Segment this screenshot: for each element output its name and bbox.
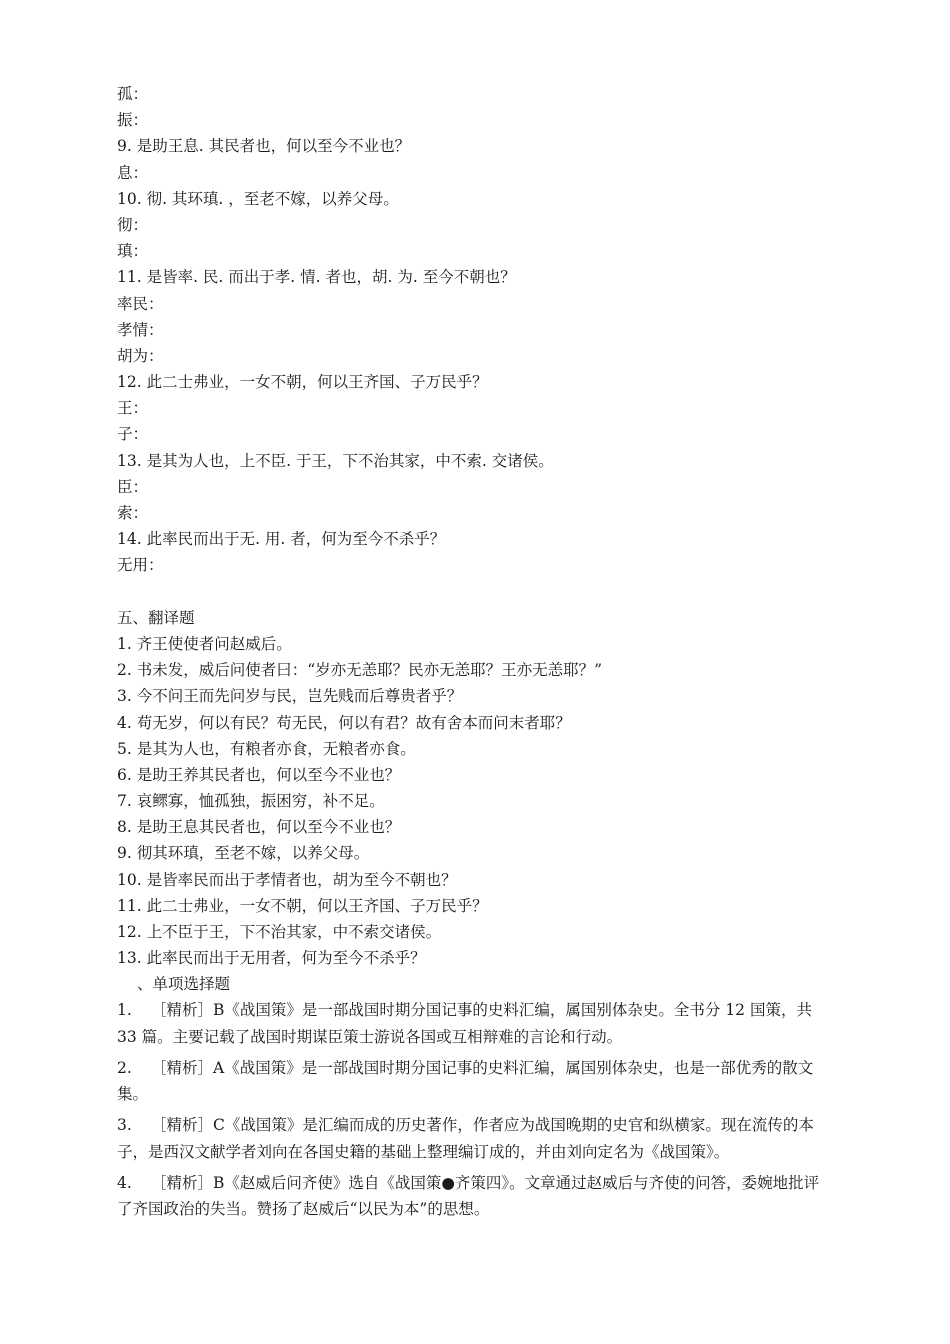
translation-item: 13. 此率民而出于无用者，何为至今不杀乎？ <box>117 949 426 968</box>
translation-item: 1. 齐王使使者问赵威后。 <box>117 634 292 653</box>
vocab-line: 9. 是助王息. 其民者也，何以至今不业也？ <box>117 137 411 156</box>
translation-item: 8. 是助王息其民者也，何以至今不业也？ <box>117 818 401 837</box>
answer-text: ［精析］A《战国策》是一部战国时期分国记事的史料汇编，属国别体杂史，也是一部优秀的散文集。 <box>117 1058 814 1103</box>
translation-item: 12. 上不臣于王，下不治其家，中不索交诸侯。 <box>117 923 442 941</box>
vocab-line: 息： <box>117 163 149 182</box>
vocab-line: 10. 彻. 其环瑱. ，至老不嫁，以养父母。 <box>117 189 399 208</box>
answer-text: ［精析］B《战国策》是一部战国时期分国记事的史料汇编，属国别体杂史。全书分 12 国策，共 33 篇。主要记载了战国时期谋臣策士游说各国或互相辩难的言论和行动。 <box>117 1001 812 1046</box>
translation-item: 6. 是助王养其民者也，何以至今不业也？ <box>117 765 401 784</box>
vocab-line: 瑱： <box>117 242 149 261</box>
vocab-line: 王： <box>117 399 149 418</box>
translation-item: 5. 是其为人也，有粮者亦食，无粮者亦食。 <box>117 739 416 758</box>
vocab-line: 胡为： <box>117 346 164 365</box>
vocab-line: 14. 此率民而出于无. 用. 者，何为至今不杀乎？ <box>117 530 446 549</box>
answer-item <box>117 1055 833 1108</box>
answers-heading: 、单项选择题 <box>137 975 231 994</box>
answer-item <box>117 1170 833 1223</box>
vocab-line: 孤： <box>117 85 149 103</box>
section4-vocab <box>117 81 833 998</box>
translation-item: 2. 书未发，威后问使者曰：“岁亦无恙耶？民亦无恙耶？王亦无恙耶？” <box>117 661 603 680</box>
vocab-line: 子： <box>117 425 149 444</box>
spacer <box>117 579 833 605</box>
vocab-lines <box>117 81 833 579</box>
answer-text: ［精析］C《战国策》是汇编而成的历史著作，作者应为战国晚期的史官和纵横家。现在流传的本子，是西汉文献学者刘向在各国史籍的基础上整理编订成的，并由刘向定名为《战国策》。 <box>117 1116 814 1161</box>
answer-number: 3. <box>117 1116 132 1134</box>
vocab-line: 无用： <box>117 556 164 575</box>
vocab-line: 臣： <box>117 477 149 496</box>
vocab-line: 11. 是皆率. 民. 而出于孝. 情. 者也，胡. 为. 至今不朝也？ <box>117 268 516 287</box>
answer-number: 4. <box>117 1173 132 1192</box>
translation-item: 7. 哀鳏寡，恤孤独，振困穷，补不足。 <box>117 792 385 811</box>
answer-number: 1. <box>117 1001 132 1019</box>
translation-item: 3. 今不问王而先问岁与民，岂先贱而后尊贵者乎？ <box>117 687 463 706</box>
answer-item <box>117 1112 833 1165</box>
translation-item: 9. 彻其环瑱，至老不嫁，以养父母。 <box>117 844 370 863</box>
translation-items <box>117 631 833 971</box>
vocab-line: 13. 是其为人也，上不臣. 于王，下不治其家，中不索. 交诸侯。 <box>117 451 554 470</box>
vocab-line: 率民： <box>117 294 164 313</box>
answer-item <box>117 997 833 1050</box>
translation-item: 11. 此二士弗业，一女不朝，何以王齐国、子万民乎？ <box>117 896 488 915</box>
answer-list <box>117 997 833 1227</box>
answer-text: ［精析］B《赵威后问齐使》选自《战国策●齐策四》。文章通过赵威后与齐使的问答，委婉地批评了齐国政治的失当。赞扬了赵威后“以民为本”的思想。 <box>117 1173 820 1218</box>
section5-heading: 五、翻译题 <box>117 608 195 627</box>
translation-item: 10. 是皆率民而出于孝情者也，胡为至今不朝也？ <box>117 870 457 889</box>
vocab-line: 12. 此二士弗业，一女不朝，何以王齐国、子万民乎？ <box>117 373 488 392</box>
vocab-line: 振： <box>117 111 149 130</box>
vocab-line: 孝情： <box>117 320 164 339</box>
vocab-line: 索： <box>117 504 149 522</box>
translation-item: 4. 苟无岁，何以有民？苟无民，何以有君？故有舍本而问末者耶？ <box>117 713 571 732</box>
vocab-line: 彻： <box>117 215 149 234</box>
answer-number: 2. <box>117 1058 132 1077</box>
